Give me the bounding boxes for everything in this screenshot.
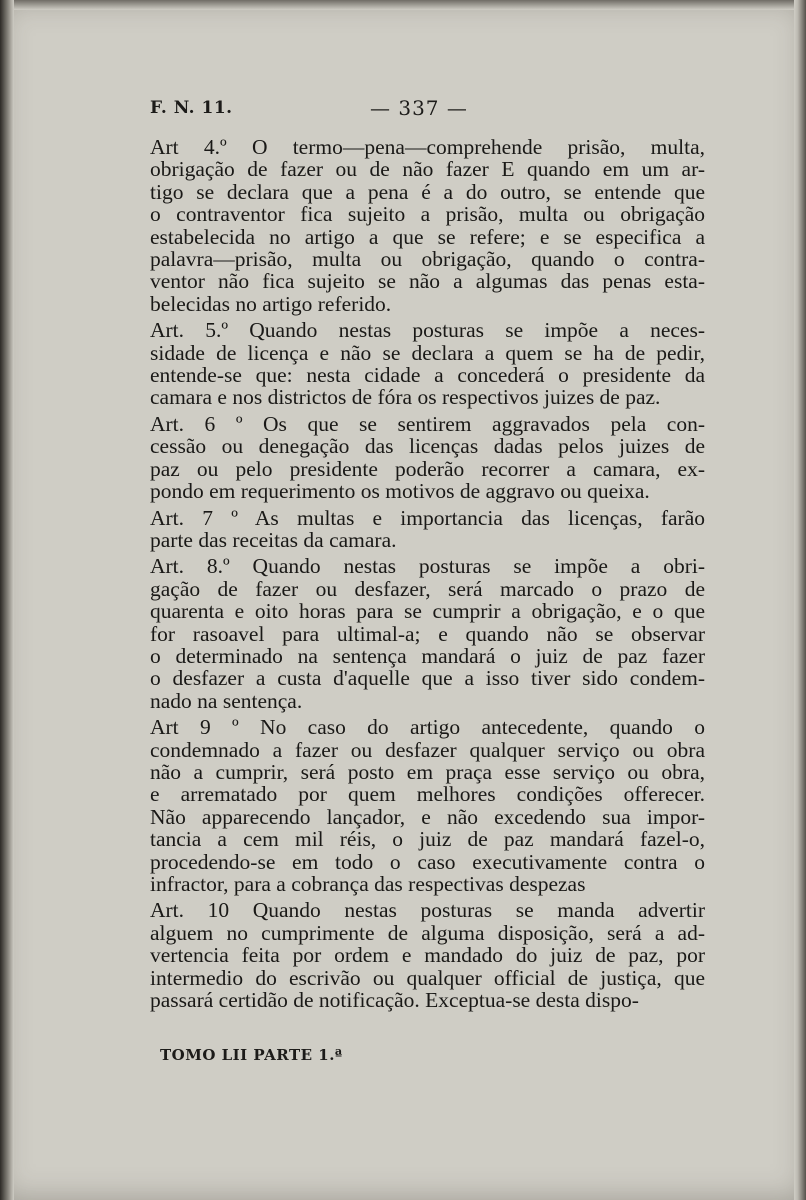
page-body [150,136,705,1011]
text-line: Art. 5.º Quando nestas posturas se impõe a neces- [150,318,705,343]
text-line: parte das receitas da camara. [150,527,397,552]
text-line: tancia a cem mil réis, o juiz de paz mandará fazel-o, [150,827,705,852]
page-number: — 337 — [370,96,468,120]
text-line: Art. 6 º Os que se sentirem aggravados pela con- [150,411,705,436]
text-line: gação de fazer ou desfazer, será marcado o prazo de [150,576,705,601]
text-line: sidade de licença e não se declara a quem se ha de pedir, [150,340,705,365]
text-line: não a cumprir, será posto em praça esse serviço ou obra, [150,759,705,784]
text-line: alguem no cumprimente de alguma disposição, será a ad- [150,920,705,945]
footer-signature: TOMO LII PARTE 1.ª [160,1046,343,1064]
article-paragraph [150,899,705,1011]
article-paragraph [150,507,705,552]
text-line: Art. 8.º Quando nestas posturas se impõe a obri- [150,554,705,579]
article-paragraph [150,136,705,315]
article-paragraph [150,319,705,409]
text-line: pondo em requerimento os motivos de aggravo ou queixa. [150,479,650,504]
text-line: cessão ou denegação das licenças dadas pelos juizes de [150,434,705,459]
text-line: belecidas no artigo referido. [150,291,392,316]
text-line: obrigação de fazer ou de não fazer E quando em um ar- [150,157,705,182]
text-line: camara e nos districtos de fóra os respectivos juizes de paz. [150,385,661,410]
article-paragraph [150,716,705,895]
text-line: o desfazer a custa d'aquelle que a isso tiver sido condem- [150,666,705,691]
text-line: quarenta e oito horas para se cumprir a obrigação, e o que [150,599,705,624]
page-right-edge [794,0,806,1200]
text-line: intermedio do escrivão ou qualquer official de justiça, que [150,965,705,990]
text-line: e arrematado por quem melhores condições offerecer. [150,782,705,807]
text-line: Art. 10 Quando nestas posturas se manda advertir [150,898,705,923]
text-line: paz ou pelo presidente poderão recorrer a camara, ex- [150,456,705,481]
text-line: Art 9 º No caso do artigo antecedente, quando o [150,715,705,740]
text-line: o determinado na sentença mandará o juiz de paz fazer [150,643,705,668]
article-paragraph [150,555,705,712]
text-line: tigo se declara que a pena é a do outro, se entende que [150,179,705,204]
text-line: vertencia feita por ordem e mandado do juiz de paz, por [150,943,705,968]
text-line: nado na sentença. [150,688,303,713]
page-binding-edge [0,0,14,1200]
text-line: infractor, para a cobrança das respectivas despezas [150,872,586,896]
text-line: procedendo-se em todo o caso executivamente contra o [150,849,705,874]
text-line: o contraventor fica sujeito a prisão, multa ou obrigação [150,202,705,227]
text-line: estabelecida no artigo a que se refere; e se especifica a [150,224,705,249]
text-line: Art. 7 º As multas e importancia das licenças, farão [150,505,705,530]
article-paragraph [150,413,705,503]
page-top-edge [0,0,806,10]
text-line: Art 4.º O termo—pena—comprehende prisão, multa, [150,135,705,159]
text-line: for rasoavel para ultimal-a; e quando não se observar [150,621,705,646]
text-line: palavra—prisão, multa ou obrigação, quando o contra- [150,247,705,272]
text-line: Não apparecendo lançador, e não excedendo sua impor- [150,804,705,829]
text-line: ventor não fica sujeito se não a algumas das penas esta- [150,269,705,294]
text-line: entende-se que: nesta cidade a concederá o presidente da [150,363,705,388]
header-signature: F. N. 11. [150,98,233,118]
text-line: condemnado a fazer ou desfazer qualquer serviço ou obra [150,737,705,762]
text-line: passará certidão de notificação. Exceptua-se desta dispo- [150,988,639,1013]
page-header [150,96,710,126]
